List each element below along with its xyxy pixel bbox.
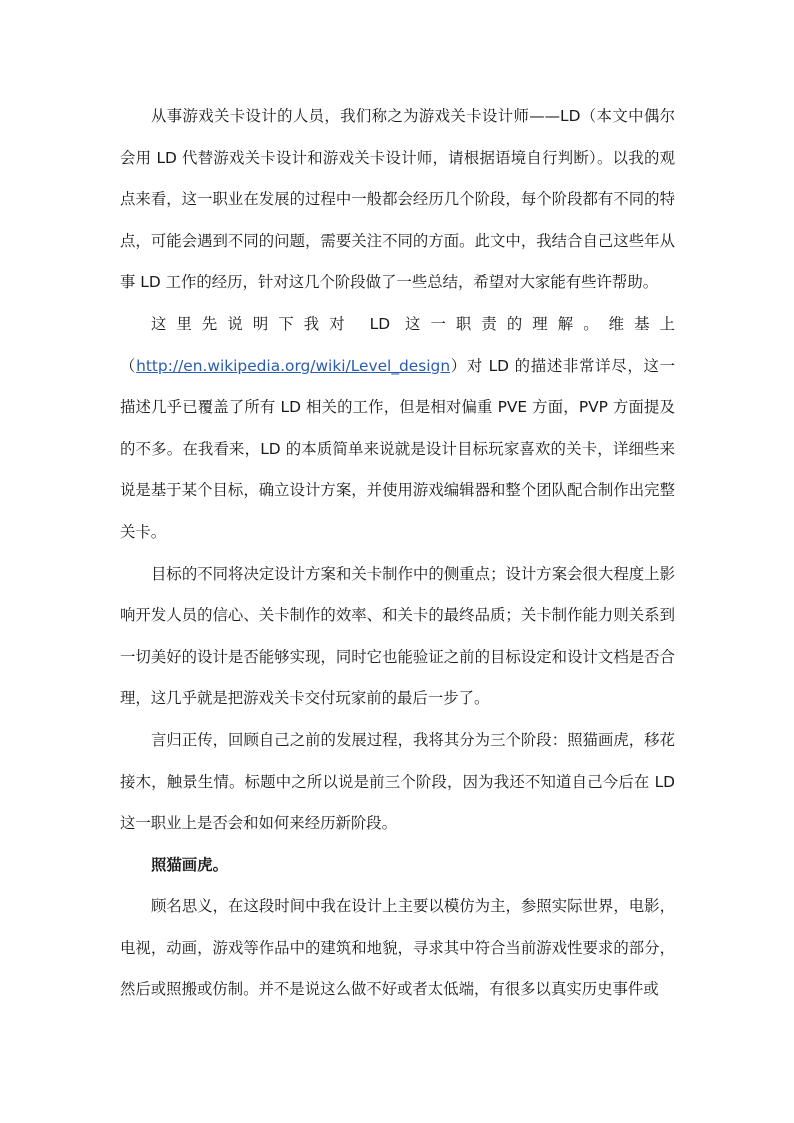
definition-text-before-link: 这里先说明下我对 LD 这一职责的理解。维基上（ [120, 314, 675, 375]
paragraph-definition [120, 304, 675, 554]
section-heading-stage-one: 照猫画虎。 [151, 855, 228, 874]
paragraph-stage-one: 顾名思义，在这段时间中我在设计上主要以模仿为主，参照实际世界，电影，电视，动画，游戏等作品中的建筑和地貌，寻求其中符合当前游戏性要求的部分，然后或照搬或仿制。并不是说这么做不好或者太低端，有很多以真实历史事件或 [120, 897, 675, 999]
wikipedia-link[interactable]: http://en.wikipedia.org/wiki/Level_design [136, 356, 451, 375]
paragraph-stages-overview: 言归正传，回顾自己之前的发展过程，我将其分为三个阶段：照猫画虎，移花接木，触景生情。标题中之所以说是前三个阶段，因为我还不知道自己今后在 LD 这一职业上是否会和如何来经历新阶段。 [120, 730, 675, 833]
definition-text-after-link: ）对 LD 的描述非常详尽，这一描述几乎已覆盖了所有 LD 相关的工作，但是相对偏重 PVE 方面，PVP 方面提及的不多。在我看来，LD 的本质简单来说就是设计目标玩家喜欢的关卡，详细些来说是基于某个目标，确立设计方案，并使用游戏编辑器和整个团队配合制作出完整关卡。 [120, 356, 675, 541]
paragraph-goals: 目标的不同将决定设计方案和关卡制作中的侧重点；设计方案会很大程度上影响开发人员的信心、关卡制作的效率、和关卡的最终品质；关卡制作能力则关系到一切美好的设计是否能够实现，同时它也能验证之前的目标设定和设计文档是否合理，这几乎就是把游戏关卡交付玩家前的最后一步了。 [120, 564, 675, 708]
document-body [120, 96, 675, 1011]
paragraph-intro: 从事游戏关卡设计的人员，我们称之为游戏关卡设计师——LD（本文中偶尔会用 LD 代替游戏关卡设计和游戏关卡设计师，请根据语境自行判断）。以我的观点来看，这一职业在发展的过程中一般都会经历几个阶段，每个阶段都有不同的特点，可能会遇到不同的问题，需要关注不同的方面。此文中，我结合自己这些年从事 LD 工作的经历，针对这几个阶段做了一些总结，希望对大家能有些许帮助。 [120, 107, 675, 292]
